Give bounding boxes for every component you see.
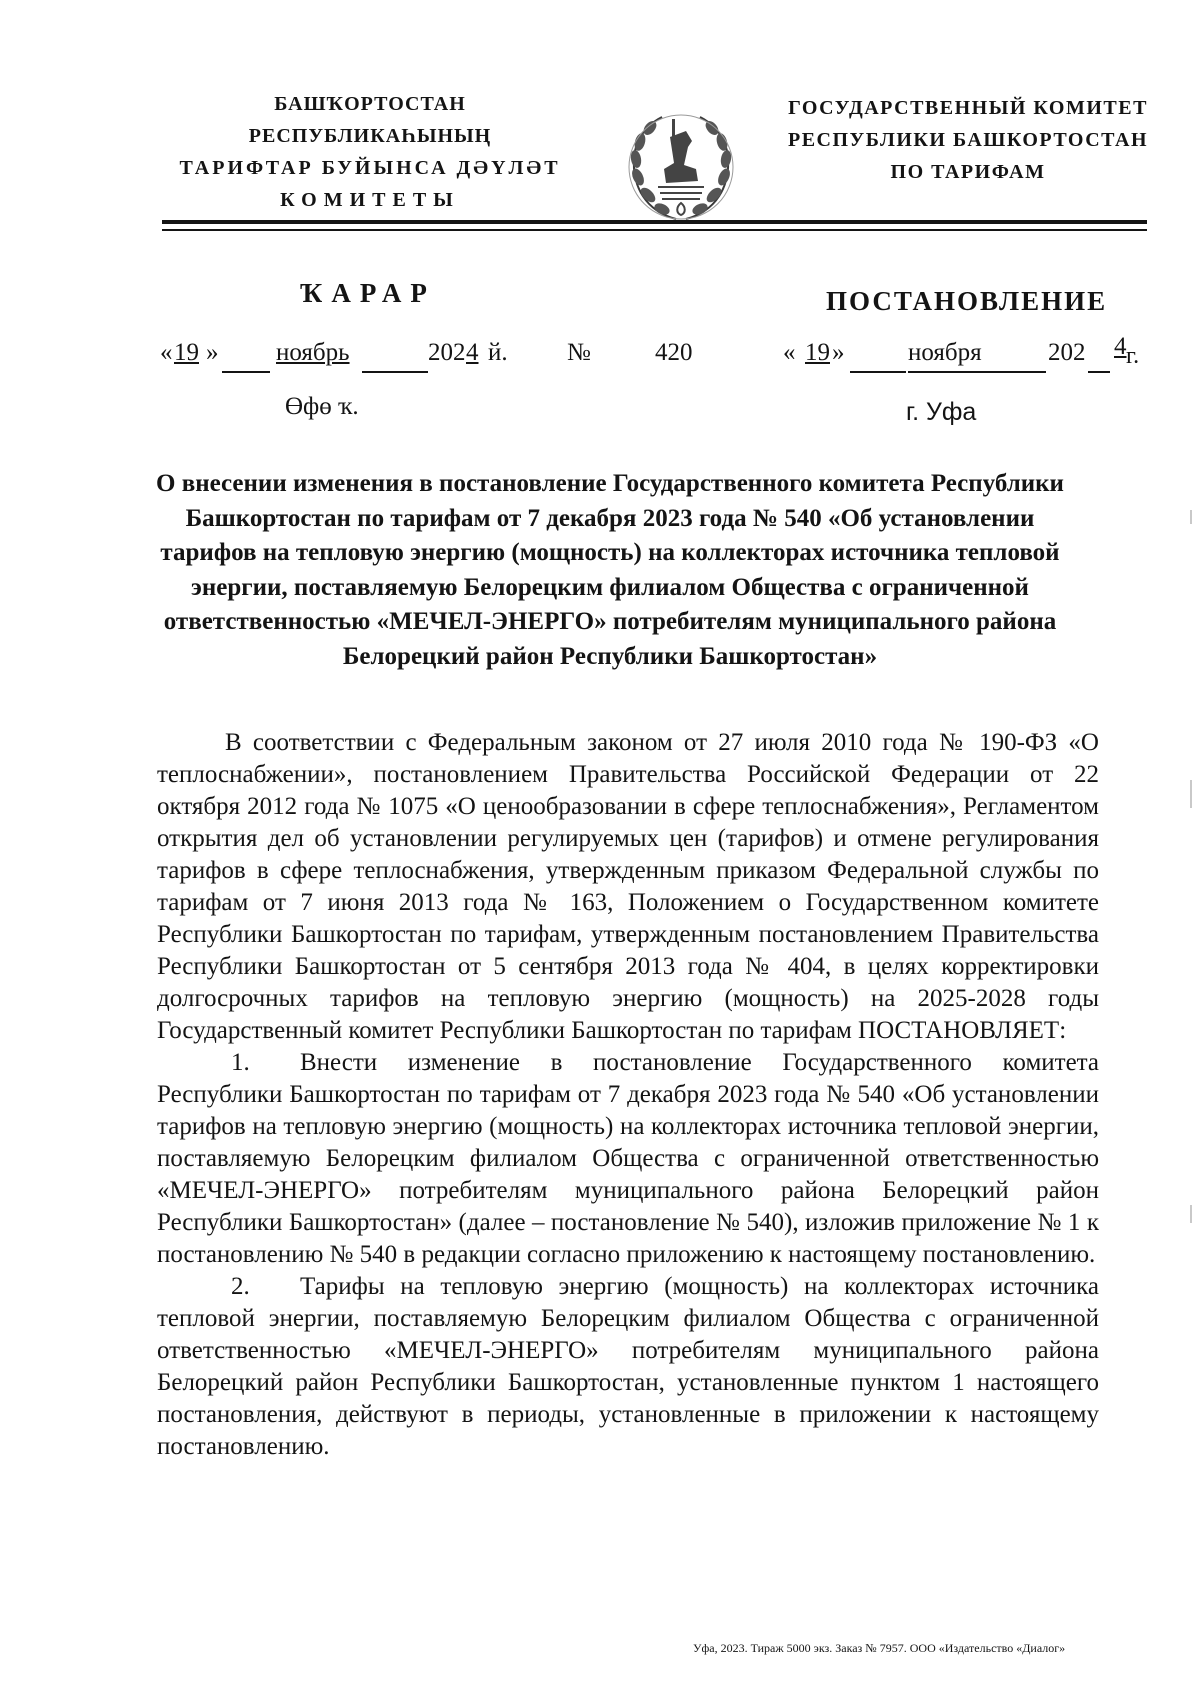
date-left-year-digit: 4	[466, 339, 479, 366]
date-left-day: 19	[174, 339, 199, 366]
header-russian-line-1: ГОСУДАРСТВЕННЫЙ КОМИТЕТ	[788, 97, 1148, 119]
body-item-1-text: Внести изменение в постановление Государственного комитета Республики Башкортостан по тарифам от 7 декабря 2023 года № 540 «Об установлении тарифов на тепловую энергию (мощность) на коллекторах источника тепловой энергии, поставляемую Белорецким филиалом Общества с ограниченной ответственностью «МЕЧЕЛ-ЭНЕРГО» потребителям муниципального района Белорецкий район Республики Башкортостан» (далее – постановление № 540), изложив приложение № 1 к постановлению № 540 в редакции согласно приложению к настоящему постановлению.	[157, 1049, 1099, 1268]
header-russian-line-2: РЕСПУБЛИКИ БАШКОРТОСТАН	[787, 129, 1149, 151]
header-bashkir-block	[150, 88, 590, 216]
date-right-suffix: г.	[1126, 343, 1140, 369]
scan-mark-3	[1190, 1205, 1192, 1223]
body-item-1	[157, 1047, 1099, 1271]
body-item-2-text: Тарифы на тепловую энергию (мощность) на коллекторах источника тепловой энергии, поставляемую Белорецким филиалом Общества с ограниченной ответственностью «МЕЧЕЛ-ЭНЕРГО» потребителям муниципального района Белорецкий район Республики Башкортостан, установленные пунктом 1 настоящего постановления, действуют в периоды, установленные в приложении к настоящему постановлению.	[157, 1273, 1099, 1460]
document-body	[157, 727, 1099, 1463]
date-right-blank-2	[1088, 371, 1110, 373]
header-bashkir-line-3: КОМИТЕТЫ	[280, 189, 460, 211]
header-divider-thick	[162, 220, 1147, 224]
header-russian-line-3: ПО ТАРИФАМ	[890, 161, 1046, 183]
scan-mark-1	[1190, 510, 1192, 524]
header-russian-block	[778, 92, 1158, 188]
header-bashkir-line-1: БАШҠОРТОСТАН РЕСПУБЛИКАҺЫНЫҢ	[248, 93, 492, 147]
doc-type-russian: ПОСТАНОВЛЕНИЕ	[826, 286, 1108, 316]
number-value: 420	[655, 339, 693, 366]
document-title: О внесении изменения в постановление Государственного комитета Республики Башкортостан по тарифам от 7 декабря 2023 года № 540 «Об установлении тарифов на тепловую энергию (мощность) на коллекторах источника тепловой энергии, поставляемую Белорецким филиалом Общества с ограниченной ответственностью «МЕЧЕЛ-ЭНЕРГО» потребителям муниципального района Белорецкий район Республики Башкортостан»	[156, 470, 1064, 670]
city-bashkir: Өфө ҡ.	[285, 393, 359, 420]
date-left-year-prefix: 202	[428, 339, 466, 366]
body-item-2	[157, 1271, 1099, 1463]
date-left-suffix: й.	[488, 339, 508, 366]
scan-mark-2	[1190, 780, 1192, 808]
date-left-blank-1	[222, 371, 270, 373]
bashkortostan-coat-of-arms-icon	[626, 107, 736, 229]
doc-type-bashkir: ҠАРАР	[300, 278, 436, 308]
date-right-month: ноября	[908, 339, 982, 366]
date-left-open-quote: «	[160, 339, 173, 366]
date-left-close-quote: »	[206, 339, 219, 366]
city-russian: г. Уфа	[906, 398, 977, 426]
body-intro-paragraph: В соответствии с Федеральным законом от 27 июля 2010 года № 190-ФЗ «О теплоснабжении», постановлением Правительства Российской Федерации от 22 октября 2012 года № 1075 «О ценообразовании в сфере теплоснабжения», Регламентом открытия дел об установлении регулируемых цен (тарифов) и отмене регулирования тарифов в сфере теплоснабжения, утвержденным приказом Федеральной службы по тарифам от 7 июня 2013 года № 163, Положением о Государственном комитете Республики Башкортостан по тарифам, утвержденным постановлением Правительства Республики Башкортостан от 5 сентября 2013 года № 404, в целях корректировки долгосрочных тарифов на тепловую энергию (мощность) на 2025-2028 годы Государственный комитет Республики Башкортостан по тарифам ПОСТАНОВЛЯЕТ:	[157, 729, 1099, 1044]
number-sign: №	[567, 339, 591, 366]
header-divider-thin	[162, 229, 1147, 231]
body-item-1-number: 1.	[231, 1049, 250, 1076]
date-left-blank-2	[362, 371, 428, 373]
date-right-blank-1	[850, 371, 906, 373]
date-right-open-quote: «	[783, 339, 796, 366]
date-right-close-quote: »	[832, 339, 845, 366]
date-right-year-prefix: 202	[1048, 339, 1086, 366]
date-left-month: ноябрь	[276, 339, 350, 366]
date-right-month-underline	[908, 371, 1046, 373]
header-bashkir-line-2: ТАРИФТАР БУЙЫНСА ДӘҮЛӘТ	[179, 157, 561, 179]
print-footer: Уфа, 2023. Тираж 5000 экз. Заказ № 7957. ООО «Издательство «Диалог»	[693, 1641, 1066, 1655]
date-right-year-digit: 4	[1114, 333, 1127, 360]
date-right-day: 19	[805, 339, 830, 366]
body-item-2-number: 2.	[231, 1273, 250, 1300]
